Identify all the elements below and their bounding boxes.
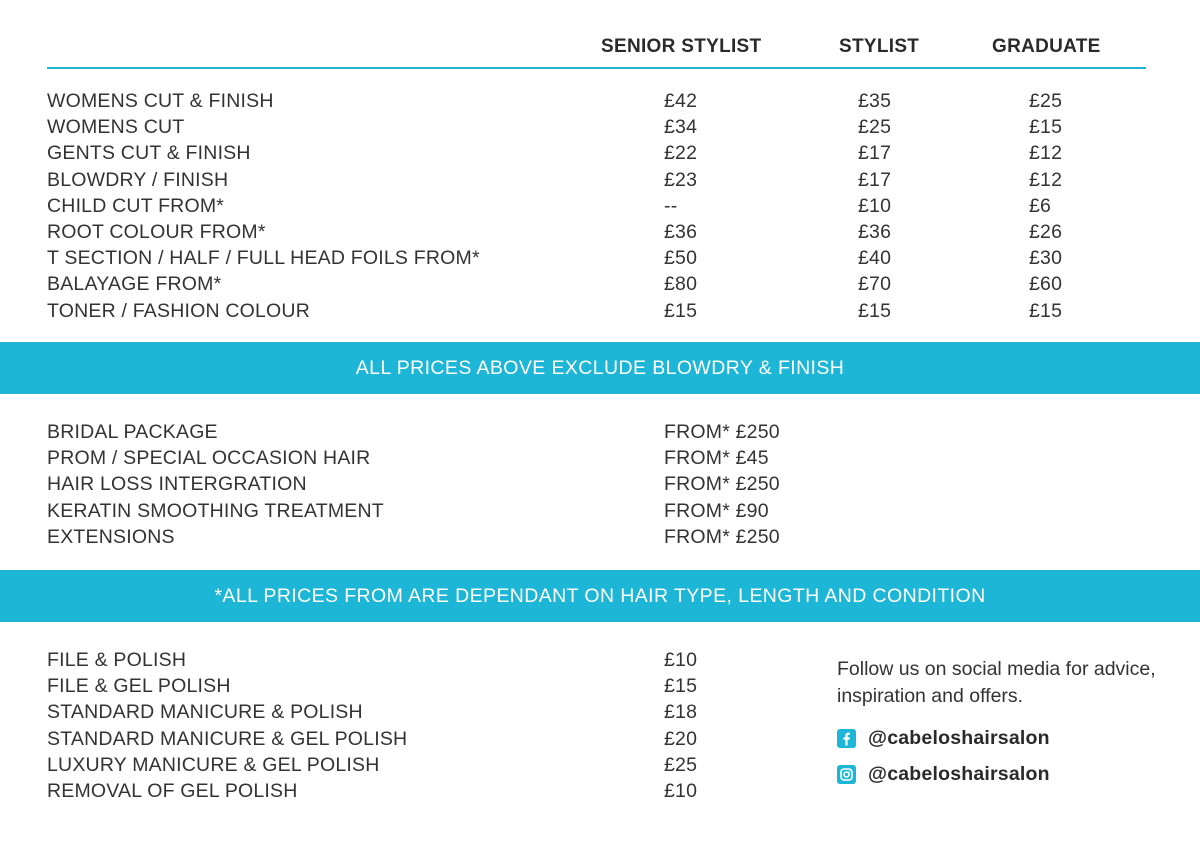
senior-price: £36 bbox=[664, 220, 698, 243]
senior-price: £15 bbox=[664, 299, 698, 322]
instagram-handle: @cabeloshairsalon bbox=[868, 762, 1050, 785]
from-price: FROM* £250 bbox=[664, 421, 780, 443]
service-price: £10 bbox=[664, 649, 698, 671]
price-row bbox=[0, 114, 1200, 140]
from-price: FROM* £90 bbox=[664, 499, 769, 522]
graduate-price: £26 bbox=[1029, 220, 1063, 243]
price-row bbox=[0, 471, 1200, 497]
service-price: £25 bbox=[664, 753, 698, 776]
graduate-price: £15 bbox=[1029, 299, 1063, 322]
service-name: ROOT COLOUR FROM* bbox=[47, 220, 266, 243]
pricing-conditions-banner: *ALL PRICES FROM ARE DEPENDANT ON HAIR TYPE, LENGTH AND CONDITION bbox=[0, 570, 1200, 622]
service-name: PROM / SPECIAL OCCASION HAIR bbox=[47, 447, 371, 470]
service-price: £20 bbox=[664, 727, 698, 750]
price-row bbox=[0, 419, 1200, 445]
social-media-text: Follow us on social media for advice, inspiration and offers. bbox=[837, 658, 1156, 707]
header-divider bbox=[47, 67, 1146, 69]
column-header-graduate: GRADUATE bbox=[992, 36, 1101, 57]
price-row bbox=[0, 298, 1200, 324]
service-price: £10 bbox=[664, 779, 698, 802]
graduate-price: £25 bbox=[1029, 90, 1063, 112]
stylist-price: £15 bbox=[858, 299, 892, 322]
senior-price: £34 bbox=[664, 116, 698, 139]
service-price: £15 bbox=[664, 675, 698, 698]
service-name: GENTS CUT & FINISH bbox=[47, 142, 251, 165]
senior-price: £42 bbox=[664, 90, 698, 112]
instagram-link[interactable] bbox=[837, 762, 1050, 786]
column-header-senior-stylist: SENIOR STYLIST bbox=[601, 36, 762, 57]
service-name: EXTENSIONS bbox=[47, 525, 175, 548]
service-name: BLOWDRY / FINISH bbox=[47, 168, 229, 191]
price-row bbox=[0, 193, 1200, 219]
price-row bbox=[0, 445, 1200, 471]
social-media-block bbox=[837, 656, 1177, 785]
service-name: REMOVAL OF GEL POLISH bbox=[47, 779, 298, 802]
stylist-price: £25 bbox=[858, 116, 892, 139]
from-price: FROM* £45 bbox=[664, 447, 769, 470]
service-name: HAIR LOSS INTERGRATION bbox=[47, 473, 307, 496]
price-row bbox=[0, 140, 1200, 166]
price-row bbox=[0, 167, 1200, 193]
facebook-handle: @cabeloshairsalon bbox=[868, 726, 1050, 749]
service-name: BALAYAGE FROM* bbox=[47, 273, 222, 296]
stylist-price: £17 bbox=[858, 168, 892, 191]
from-price: FROM* £250 bbox=[664, 525, 780, 548]
stylist-price: £35 bbox=[858, 90, 892, 112]
instagram-icon bbox=[837, 765, 856, 784]
graduate-price: £12 bbox=[1029, 168, 1063, 191]
graduate-price: £12 bbox=[1029, 142, 1063, 165]
service-name: FILE & POLISH bbox=[47, 649, 187, 671]
graduate-price: £60 bbox=[1029, 273, 1063, 296]
service-name: TONER / FASHION COLOUR bbox=[47, 299, 310, 322]
blowdry-exclusion-banner: ALL PRICES ABOVE EXCLUDE BLOWDRY & FINISH bbox=[0, 342, 1200, 394]
service-name: STANDARD MANICURE & POLISH bbox=[47, 701, 363, 724]
senior-price: £80 bbox=[664, 273, 698, 296]
service-name: LUXURY MANICURE & GEL POLISH bbox=[47, 753, 380, 776]
service-price: £18 bbox=[664, 701, 698, 724]
price-row bbox=[0, 219, 1200, 245]
facebook-link[interactable] bbox=[837, 726, 1050, 750]
graduate-price: £30 bbox=[1029, 247, 1063, 270]
price-row bbox=[0, 245, 1200, 271]
cut-colour-price-list bbox=[0, 88, 1200, 324]
column-header-stylist: STYLIST bbox=[839, 36, 920, 57]
senior-price: £50 bbox=[664, 247, 698, 270]
service-name: T SECTION / HALF / FULL HEAD FOILS FROM* bbox=[47, 247, 480, 270]
price-row bbox=[0, 524, 1200, 550]
price-row bbox=[0, 271, 1200, 297]
price-row bbox=[0, 88, 1200, 114]
service-name: WOMENS CUT bbox=[47, 116, 185, 139]
service-name: BRIDAL PACKAGE bbox=[47, 421, 218, 443]
senior-price: £23 bbox=[664, 168, 698, 191]
stylist-price: £17 bbox=[858, 142, 892, 165]
stylist-price: £70 bbox=[858, 273, 892, 296]
stylist-price: £36 bbox=[858, 220, 892, 243]
senior-price: £22 bbox=[664, 142, 698, 165]
service-name: WOMENS CUT & FINISH bbox=[47, 90, 274, 112]
graduate-price: £15 bbox=[1029, 116, 1063, 139]
senior-price: -- bbox=[664, 194, 678, 217]
service-name: FILE & GEL POLISH bbox=[47, 675, 231, 698]
service-name: STANDARD MANICURE & GEL POLISH bbox=[47, 727, 408, 750]
service-name: KERATIN SMOOTHING TREATMENT bbox=[47, 499, 384, 522]
facebook-icon bbox=[837, 729, 856, 748]
special-services-list bbox=[0, 419, 1200, 550]
stylist-price: £10 bbox=[858, 194, 892, 217]
from-price: FROM* £250 bbox=[664, 473, 780, 496]
stylist-price: £40 bbox=[858, 247, 892, 270]
graduate-price: £6 bbox=[1029, 194, 1052, 217]
service-name: CHILD CUT FROM* bbox=[47, 194, 225, 217]
column-headers bbox=[0, 36, 1200, 60]
price-row bbox=[0, 498, 1200, 524]
